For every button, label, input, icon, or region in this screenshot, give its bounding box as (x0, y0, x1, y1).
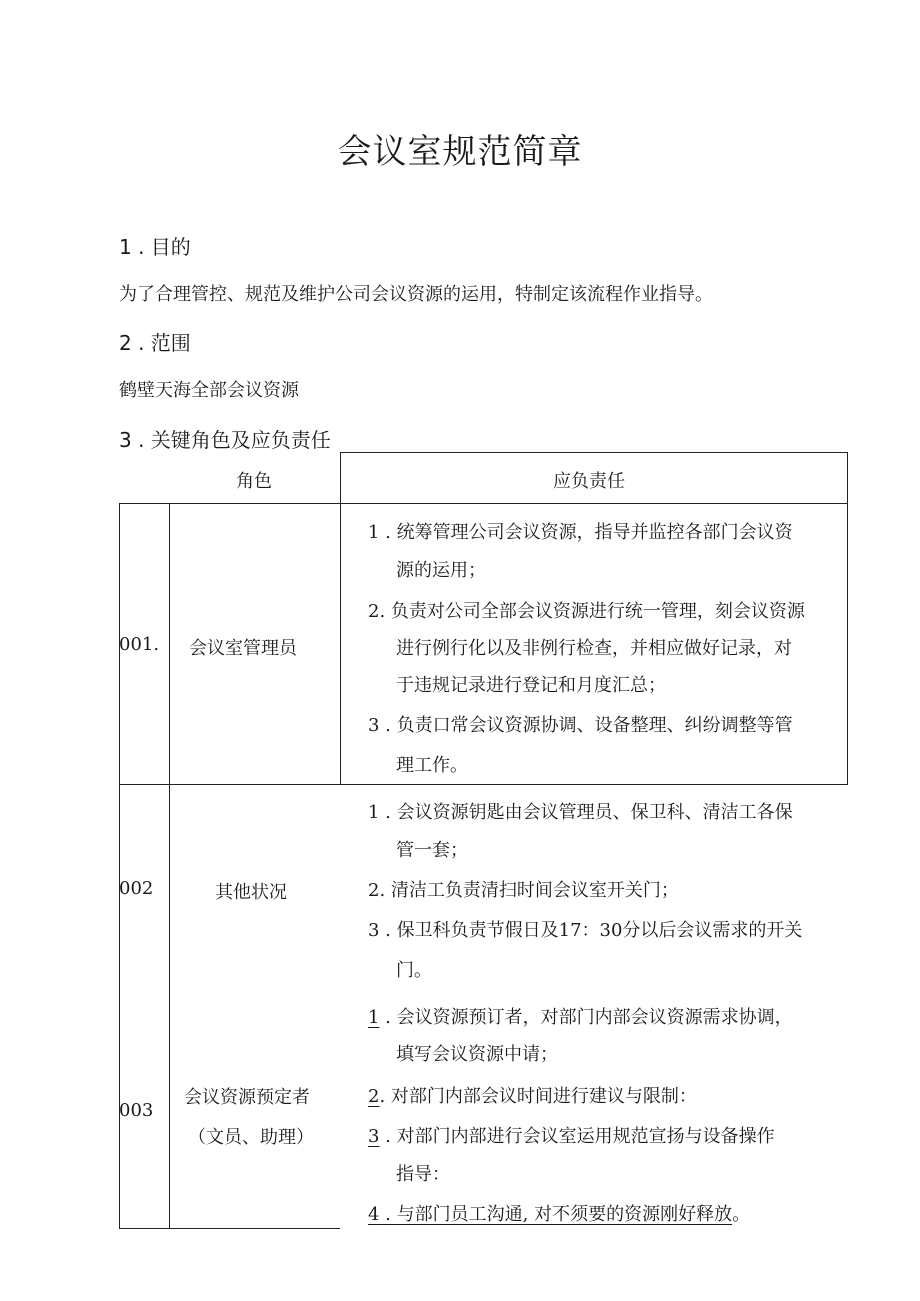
section-purpose-text: 为了合理管控、规范及维护公司会议资源的运用，特制定该流程作业指导。 (119, 284, 713, 305)
duty-text: , 对不须要的资源刚好释放 (522, 1204, 733, 1225)
table-border (847, 452, 848, 785)
table-border (340, 452, 341, 785)
table-border (340, 452, 848, 453)
duty-text: . 与部门员工沟通 (379, 1204, 523, 1225)
duty-line (368, 1195, 750, 1235)
duty-line: 门。 (396, 960, 432, 981)
row-role-note: （文员、助理） (188, 1127, 314, 1148)
row-role: 会议资源预定者 (184, 1087, 310, 1108)
duty-number: 2 (368, 1086, 380, 1107)
duty-line (368, 998, 793, 1038)
duty-line: 管一套； (396, 840, 468, 861)
row-id: 002 (119, 878, 154, 899)
duty-line: 源的运用； (396, 560, 486, 581)
duty-line: 填写会议资源中请； (396, 1044, 558, 1065)
section-roles-heading: 3 . 关键角色及应负责任 (119, 428, 331, 452)
duty-line: 1 . 会议资源钥匙由会议管理员、保卫科、清洁工各保 (368, 802, 793, 823)
row-role: 其他状况 (215, 882, 287, 903)
duty-line: 理工作。 (396, 755, 468, 776)
section-scope-heading: 2 . 范围 (119, 331, 191, 355)
duty-text: . 会议资源预订者，对部门内部会议资源需求协调， (379, 1007, 793, 1028)
table-header-duty: 应负责任 (553, 471, 625, 492)
page-title: 会议室规范简章 (337, 132, 583, 172)
duty-text: . 对部门内部进行会议室运用规范宣扬与设备操作 (379, 1126, 775, 1147)
duty-line (368, 1077, 697, 1117)
section-purpose-heading: 1 . 目的 (119, 235, 191, 259)
table-border (119, 503, 848, 504)
duty-text: 。 (732, 1204, 751, 1225)
duty-line (368, 1117, 775, 1157)
section-scope-text: 鹤壁天海全部会议资源 (119, 380, 299, 401)
table-border (119, 1228, 340, 1229)
row-id: 003 (119, 1100, 154, 1121)
duty-text: . 对部门内部会议时间进行建议与限制： (379, 1086, 697, 1107)
duty-line: 2. 负责对公司全部会议资源进行统一管理，刻会议资源 (368, 601, 805, 622)
duty-line: 于违规记录进行登记和月度汇总； (396, 675, 666, 696)
duty-line: 3 . 负责口常会议资源协调、设备整理、纠纷调整等管 (368, 715, 793, 736)
duty-number: 3 (368, 1126, 380, 1147)
row-id: 001. (119, 634, 160, 655)
table-border (169, 503, 170, 1229)
row-role: 会议室管理员 (189, 638, 297, 659)
duty-line: 1 . 统筹管理公司会议资源，指导并监控各部门会议资 (368, 522, 793, 543)
duty-line: 进行例行化以及非例行检查，并相应做好记录，对 (396, 638, 792, 659)
duty-number: 4 (368, 1204, 380, 1225)
table-border (119, 784, 848, 785)
duty-line: 3 . 保卫科负责节假日及17：30分以后会议需求的开关 (368, 920, 803, 941)
duty-line: 指导： (396, 1164, 450, 1185)
table-header-role: 角色 (236, 471, 272, 492)
duty-line: 2. 清洁工负责清扫时间会议室开关门； (368, 880, 679, 901)
duty-number: 1 (368, 1007, 380, 1028)
